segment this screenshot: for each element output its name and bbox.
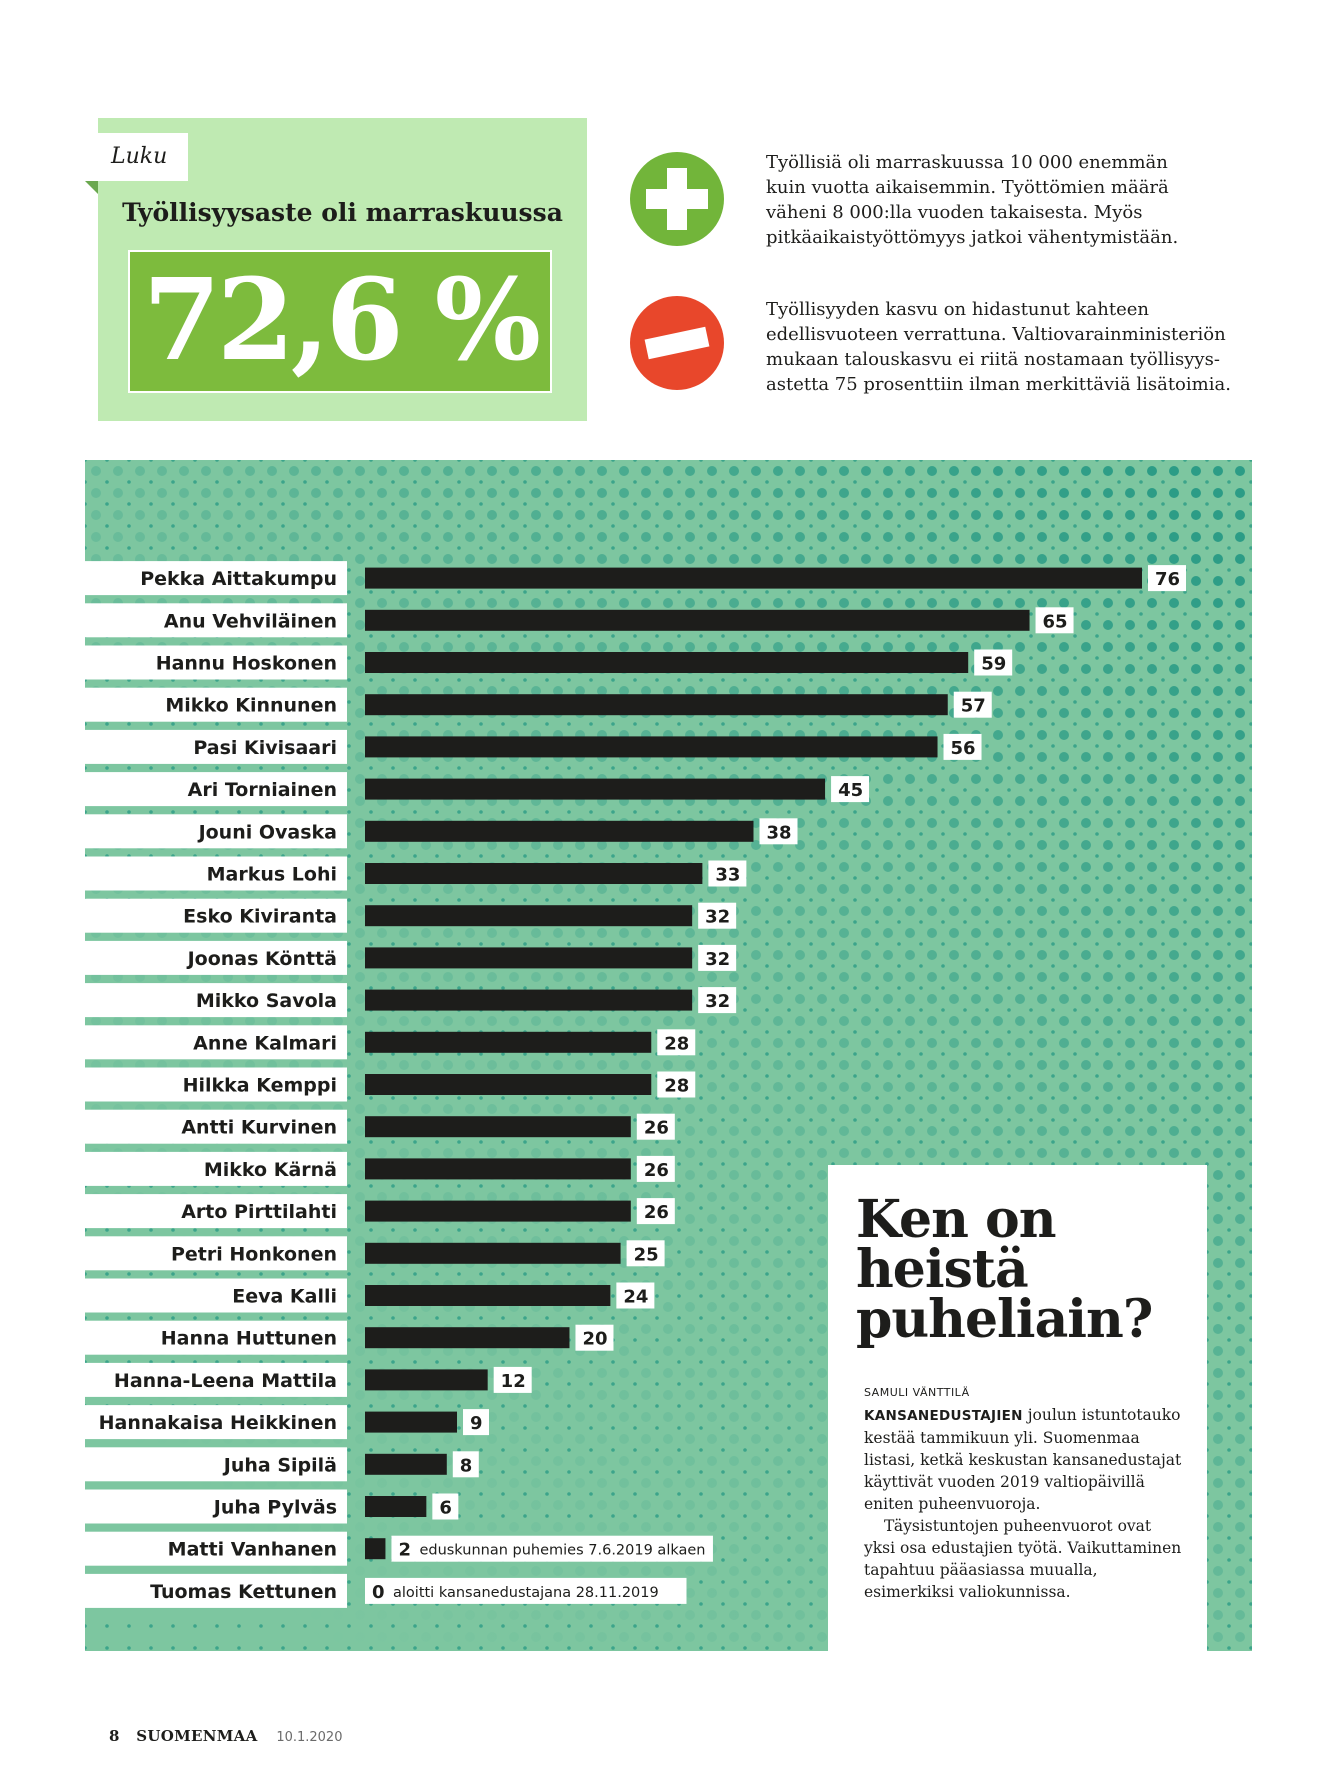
- name-label: Tuomas Kettunen: [150, 1580, 337, 1603]
- name-label: Markus Lohi: [206, 863, 337, 886]
- minus-text-line: astetta 75 prosenttiin ilman merkittäviä lisätoimia.: [766, 374, 1231, 395]
- bar: [365, 610, 1030, 631]
- luku-tag-fold: [85, 181, 98, 194]
- minus-icon: [630, 296, 724, 390]
- value-label: 65: [1042, 611, 1068, 633]
- plus-icon: [630, 152, 724, 246]
- article-title-line: Ken on: [856, 1189, 1056, 1250]
- value-label: 6: [439, 1497, 452, 1519]
- value-label: 38: [766, 822, 792, 844]
- value-label: 76: [1155, 569, 1181, 591]
- minus-text: [766, 297, 1236, 397]
- name-label: Hanna Huttunen: [160, 1327, 337, 1350]
- bar: [365, 568, 1142, 589]
- bar: [365, 1412, 457, 1433]
- bar: [365, 694, 948, 715]
- bar: [365, 821, 754, 842]
- plus-text-line: Työllisiä oli marraskuussa 10 000 enemmän: [766, 152, 1168, 173]
- name-label: Pasi Kivisaari: [193, 736, 337, 759]
- bar: [365, 1158, 631, 1179]
- value-label: 59: [981, 653, 1007, 675]
- value-label: 12: [500, 1370, 526, 1392]
- value-label: 0: [372, 1581, 385, 1603]
- article-byline: SAMULI VÄNTTILÄ: [864, 1386, 970, 1399]
- bar: [365, 905, 692, 926]
- article-paragraph-text: joulun istuntotauko kestää tammikuun yli. Suomenmaa listasi, ketkä keskustan kansanedustajat käyttivät vuoden 2019 valtiopäivillä eniten puheenvuoroja.: [864, 1406, 1182, 1513]
- bar: [365, 1496, 426, 1517]
- name-label: Hilkka Kemppi: [182, 1074, 337, 1097]
- bar: [365, 652, 968, 673]
- bar: [365, 863, 702, 884]
- value-label: 28: [664, 1033, 690, 1055]
- name-label: Eeva Kalli: [232, 1285, 337, 1308]
- bar: [365, 1243, 621, 1264]
- name-label: Hannakaisa Heikkinen: [98, 1412, 337, 1435]
- article-title: [856, 1189, 1196, 1350]
- value-label: 24: [623, 1286, 649, 1308]
- bar: [365, 947, 692, 968]
- bar: [365, 1454, 447, 1475]
- value-label: 28: [664, 1075, 690, 1097]
- name-label: Arto Pirttilahti: [181, 1201, 337, 1224]
- publication-name: SUOMENMAA: [136, 1727, 258, 1745]
- luku-tag: Luku: [98, 133, 188, 181]
- article-lead-word: KANSANEDUSTAJIEN: [864, 1408, 1023, 1424]
- bar: [365, 1327, 569, 1348]
- name-label: Matti Vanhanen: [167, 1538, 337, 1561]
- article-paragraph: [864, 1404, 1184, 1515]
- value-label: 25: [633, 1244, 659, 1266]
- bar: [365, 779, 825, 800]
- plus-text: [766, 150, 1236, 250]
- value-label: 32: [705, 906, 731, 928]
- name-label: Petri Honkonen: [171, 1243, 337, 1266]
- bar-annotation: aloitti kansanedustajana 28.11.2019: [393, 1584, 659, 1601]
- bar: [365, 1538, 385, 1559]
- bar: [365, 1074, 651, 1095]
- minus-text-line: edellisvuoteen verrattuna. Valtiovarainministeriön: [766, 324, 1226, 345]
- bar-annotation: eduskunnan puhemies 7.6.2019 alkaen: [419, 1542, 706, 1559]
- article-paragraph: Täysistuntojen puheenvuorot ovat yksi osa edustajien työtä. Vaikuttaminen tapahtuu pääasiassa muualla, esimerkiksi valiokunnissa.: [864, 1517, 1182, 1601]
- issue-date: 10.1.2020: [276, 1730, 343, 1745]
- name-label: Hanna-Leena Mattila: [113, 1369, 337, 1392]
- bar: [365, 990, 692, 1011]
- name-label: Joonas Könttä: [187, 947, 337, 970]
- value-label: 32: [705, 948, 731, 970]
- name-label: Jouni Ovaska: [198, 821, 337, 844]
- value-label: 32: [705, 991, 731, 1013]
- bar: [365, 1285, 610, 1306]
- name-label: Pekka Aittakumpu: [140, 568, 337, 591]
- name-label: Esko Kiviranta: [183, 905, 337, 928]
- minus-text-line: mukaan talouskasvu ei riitä nostamaan työllisyys-: [766, 349, 1220, 370]
- value-label: 26: [643, 1117, 669, 1139]
- name-label: Mikko Savola: [195, 990, 337, 1013]
- plus-text-line: väheni 8 000:lla vuoden takaisesta. Myös: [766, 202, 1143, 223]
- value-label: 56: [950, 737, 976, 759]
- name-label: Hannu Hoskonen: [155, 652, 337, 675]
- luku-headline: Työllisyysaste oli marraskuussa: [122, 198, 563, 227]
- bar: [365, 1032, 651, 1053]
- bar: [365, 736, 938, 757]
- value-label: 26: [643, 1202, 669, 1224]
- article-body: [864, 1404, 1184, 1603]
- value-label: 45: [838, 780, 864, 802]
- name-label: Anu Vehviläinen: [163, 610, 337, 633]
- page-footer: [109, 1727, 342, 1745]
- article-title-line: puheliain?: [856, 1289, 1153, 1350]
- luku-number: 72,6 %: [142, 255, 538, 386]
- name-label: Juha Pylväs: [213, 1496, 337, 1519]
- name-label: Mikko Kinnunen: [165, 694, 337, 717]
- article-box: [828, 1165, 1207, 1651]
- plus-text-line: pitkäaikaistyöttömyys jatkoi vähentymistään.: [766, 227, 1179, 248]
- name-label: Mikko Kärnä: [203, 1158, 337, 1181]
- bar: [365, 1116, 631, 1137]
- name-label: Antti Kurvinen: [181, 1116, 337, 1139]
- bar: [365, 1201, 631, 1222]
- luku-number-box: [128, 250, 552, 393]
- value-label: 20: [582, 1328, 608, 1350]
- value-label: 9: [470, 1413, 483, 1435]
- plus-text-line: kuin vuotta aikaisemmin. Työttömien määrä: [766, 177, 1169, 198]
- name-label: Juha Sipilä: [223, 1454, 337, 1477]
- page-number: 8: [109, 1727, 120, 1745]
- value-label: 26: [643, 1159, 669, 1181]
- article-title-line: heistä: [856, 1239, 1028, 1300]
- bar: [365, 1369, 488, 1390]
- value-label: 57: [960, 695, 986, 717]
- name-label: Ari Torniainen: [187, 779, 337, 802]
- name-label: Anne Kalmari: [193, 1032, 337, 1055]
- value-label: 33: [715, 864, 741, 886]
- value-label: 8: [459, 1455, 473, 1477]
- value-label: 2: [398, 1539, 411, 1561]
- minus-text-line: Työllisyyden kasvu on hidastunut kahteen: [766, 299, 1150, 320]
